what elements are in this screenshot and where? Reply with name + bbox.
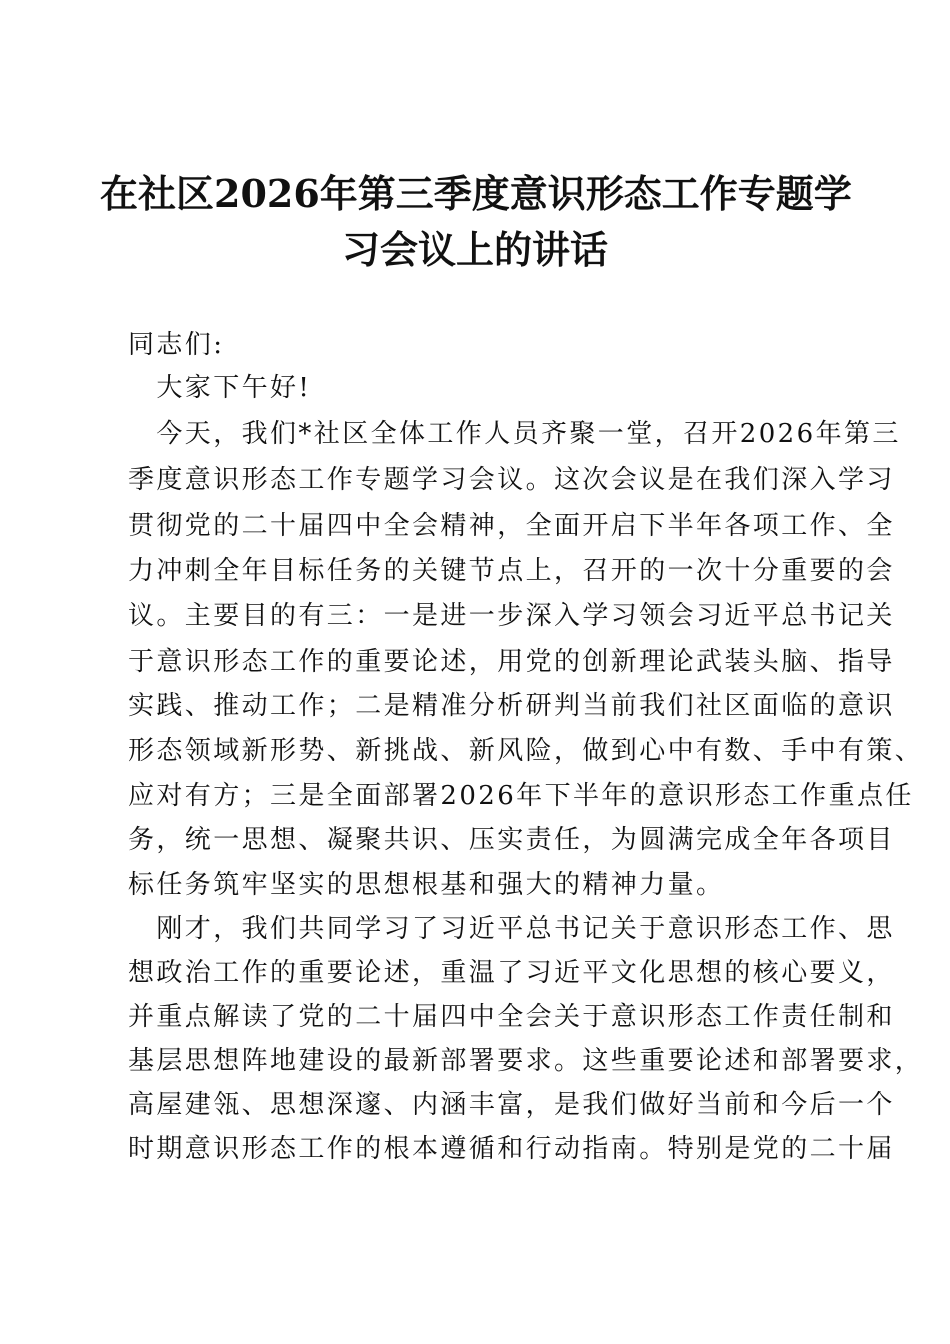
body-line: 高屋建瓴、思想深邃、内涵丰富，是我们做好当前和今后一个: [128, 1090, 895, 1120]
body-line: 议。主要目的有三：一是进一步深入学习领会习近平总书记关: [128, 601, 895, 631]
body-line: 于意识形态工作的重要论述，用党的创新理论武装头脑、指导: [128, 647, 895, 677]
body-line: 实践、推动工作；二是精准分析研判当前我们社区面临的意识: [128, 691, 895, 721]
body-line: 应对有方；三是全面部署2026年下半年的意识形态工作重点任: [128, 781, 914, 811]
document-title-line-2: 习会议上的讲话: [341, 227, 608, 272]
body-line: 想政治工作的重要论述，重温了习近平文化思想的核心要义，: [128, 958, 895, 988]
body-line: 刚才，我们共同学习了习近平总书记关于意识形态工作、思: [128, 914, 895, 944]
body-line: 并重点解读了党的二十届四中全会关于意识形态工作责任制和: [128, 1002, 895, 1032]
body-line: 基层思想阵地建设的最新部署要求。这些重要论述和部署要求，: [128, 1046, 924, 1076]
greeting: 大家下午好!: [128, 373, 312, 403]
body-line: 务，统一思想、凝聚共识、压实责任，为圆满完成全年各项目: [128, 825, 895, 855]
body-line: 贯彻党的二十届四中全会精神，全面开启下半年各项工作、全: [128, 511, 895, 541]
body-line: 力冲刺全年目标任务的关键节点上，召开的一次十分重要的会: [128, 556, 895, 586]
salutation: 同志们:: [128, 330, 225, 360]
body-line: 时期意识形态工作的根本遵循和行动指南。特别是党的二十届: [128, 1134, 895, 1164]
body-line: 今天，我们*社区全体工作人员齐聚一堂，召开2026年第三: [128, 419, 901, 449]
body-line: 季度意识形态工作专题学习会议。这次会议是在我们深入学习: [128, 465, 895, 495]
body-line: 形态领域新形势、新挑战、新风险，做到心中有数、手中有策、: [128, 736, 924, 766]
body-line: 标任务筑牢坚实的思想根基和强大的精神力量。: [128, 870, 725, 900]
document-title-line-1: 在社区2026年第三季度意识形态工作专题学: [100, 171, 852, 216]
